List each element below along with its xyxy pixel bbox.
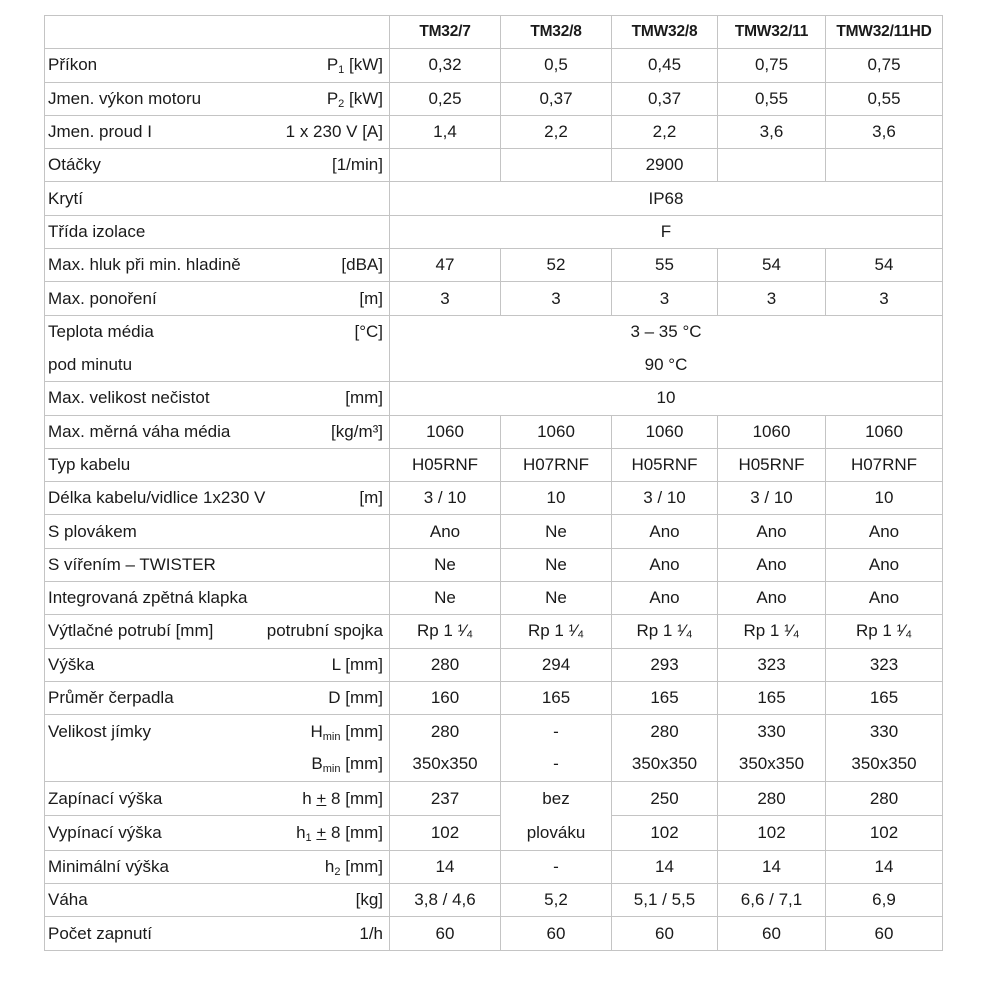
- value-cell: 60: [826, 917, 943, 950]
- value-cell: 293: [612, 648, 718, 681]
- parameter-unit: [354, 322, 383, 342]
- parameter-name: Max. ponoření: [48, 288, 157, 308]
- parameter-unit: [302, 789, 383, 809]
- unit-symbol: h: [296, 823, 306, 843]
- unit-text: [m]: [359, 288, 383, 308]
- spec-row-potrubi: [45, 615, 943, 648]
- model-header: TM32/8: [501, 16, 612, 49]
- row-label: [45, 615, 390, 648]
- value-cell: 350x350: [390, 748, 501, 781]
- parameter-name: Zapínací výška: [48, 788, 163, 808]
- unit-text: [mm]: [345, 388, 383, 408]
- parameter-unit: [359, 488, 383, 508]
- unit-text: L [mm]: [331, 654, 383, 674]
- spec-row-zapnuti: [45, 917, 943, 950]
- unit-rest: [kW]: [344, 88, 383, 108]
- value-cell: 3: [390, 282, 501, 315]
- parameter-name: Třída izolace: [48, 221, 146, 241]
- value-cell: -: [501, 748, 612, 781]
- row-label: [45, 215, 390, 248]
- value-cell: 10: [826, 482, 943, 515]
- unit-subscript: min: [322, 730, 341, 743]
- value-cell: 102: [718, 816, 826, 851]
- parameter-name: Typ kabelu: [48, 455, 131, 474]
- value-cell: 3,8 / 4,6: [390, 884, 501, 917]
- value-cell: 165: [826, 681, 943, 714]
- value-cell: 0,75: [718, 49, 826, 82]
- value-cell: Ano: [612, 582, 718, 615]
- spec-row-plovak: [45, 515, 943, 548]
- value-cell: 280: [390, 715, 501, 748]
- row-label: [45, 249, 390, 282]
- unit-text: D [mm]: [328, 688, 383, 708]
- parameter-name: Váha: [48, 890, 88, 910]
- value-cell: 165: [612, 681, 718, 714]
- value-cell: 3: [718, 282, 826, 315]
- row-label: [45, 448, 390, 481]
- row-label: [45, 515, 390, 548]
- parameter-unit: [267, 621, 383, 641]
- model-header: TMW32/8: [612, 16, 718, 49]
- value-cell: 6,9: [826, 884, 943, 917]
- value-cell: 3 / 10: [612, 482, 718, 515]
- value-cell: 54: [718, 249, 826, 282]
- value-cell: 55: [612, 249, 718, 282]
- row-label: [45, 115, 390, 148]
- spec-row-proud: [45, 115, 943, 148]
- value-cell: 280: [390, 648, 501, 681]
- unit-subscript: 2: [334, 865, 341, 878]
- value-cell: Rp 1 ¹⁄₄: [501, 615, 612, 648]
- plus-minus-sign: +: [316, 788, 327, 808]
- spec-row-klapka: [45, 582, 943, 615]
- unit-text: [1/min]: [331, 155, 383, 175]
- header-row: [45, 16, 943, 49]
- value-cell: Ano: [826, 515, 943, 548]
- unit-text: [kg]: [355, 890, 383, 910]
- value-cell: 280: [612, 715, 718, 748]
- spec-row-kabel: [45, 448, 943, 481]
- row-label: [45, 781, 390, 816]
- model-header: TM32/7: [390, 16, 501, 49]
- value-cell: Ne: [390, 582, 501, 615]
- row-label: [45, 348, 390, 381]
- value-cell: Ano: [718, 548, 826, 581]
- value-cell: 1060: [826, 415, 943, 448]
- parameter-unit: [331, 422, 383, 442]
- parameter-name: pod minutu: [48, 354, 133, 374]
- unit-symbol: h: [302, 788, 317, 808]
- parameter-name: Velikost jímky: [48, 721, 151, 741]
- spec-row-delka: [45, 482, 943, 515]
- row-label: [45, 415, 390, 448]
- value-cell: 0,55: [826, 82, 943, 115]
- value-cell: 350x350: [826, 748, 943, 781]
- parameter-unit: [327, 55, 383, 75]
- no-float-line-1: bez: [542, 788, 570, 808]
- unit-rest: [mm]: [340, 754, 383, 774]
- value-cell: 1060: [501, 415, 612, 448]
- value-cell: 0,32: [390, 49, 501, 82]
- parameter-unit: [332, 655, 383, 675]
- value-cell: 280: [718, 781, 826, 816]
- value-cell: 0,25: [390, 82, 501, 115]
- parameter-unit: [286, 122, 383, 142]
- parameter-name: Počet zapnutí: [48, 923, 152, 943]
- unit-text: potrubní spojka: [266, 621, 383, 641]
- unit-rest: 8 [mm]: [326, 823, 383, 843]
- row-label: [45, 816, 390, 851]
- value-cell: Rp 1 ¹⁄₄: [826, 615, 943, 648]
- parameter-name: Vypínací výška: [48, 823, 162, 843]
- value-cell: 54: [826, 249, 943, 282]
- value-cell: 1060: [390, 415, 501, 448]
- parameter-name: Krytí: [48, 188, 83, 208]
- value-cell: 5,2: [501, 884, 612, 917]
- spec-row-zapinaci: [45, 781, 943, 816]
- row-label: [45, 149, 390, 182]
- value-cell: 3: [501, 282, 612, 315]
- spec-row-kryti: [45, 182, 943, 215]
- value-cell: Ano: [826, 548, 943, 581]
- value-cell: 47: [390, 249, 501, 282]
- value-cell: Rp 1 ¹⁄₄: [718, 615, 826, 648]
- row-label: [45, 917, 390, 950]
- value-cell: 3 / 10: [390, 482, 501, 515]
- spec-row-prumer: [45, 681, 943, 714]
- parameter-name: Výška: [48, 654, 95, 674]
- unit-text: 1/h: [359, 923, 383, 943]
- spec-row-otacky: [45, 149, 943, 182]
- value-cell: Ano: [612, 515, 718, 548]
- parameter-name: Minimální výška: [48, 856, 169, 876]
- parameter-unit: [310, 722, 383, 742]
- value-cell: 250: [612, 781, 718, 816]
- row-label: [45, 681, 390, 714]
- no-float-cell: [501, 781, 612, 850]
- unit-rest: [mm]: [340, 856, 383, 876]
- parameter-unit: [359, 924, 383, 944]
- spec-row-prikon: [45, 49, 943, 82]
- value-cell: H05RNF: [390, 448, 501, 481]
- specification-table: [44, 15, 943, 951]
- value-cell: 60: [718, 917, 826, 950]
- header-corner: [45, 16, 390, 49]
- value-cell: 330: [718, 715, 826, 748]
- value-cell: H07RNF: [501, 448, 612, 481]
- spec-row-minimalni: [45, 850, 943, 883]
- value-cell: Ano: [390, 515, 501, 548]
- unit-rest: [mm]: [340, 721, 383, 741]
- parameter-unit: [296, 823, 383, 843]
- value-cell: 14: [826, 850, 943, 883]
- unit-symbol: H: [310, 721, 323, 741]
- unit-text: [°C]: [354, 322, 383, 342]
- row-label: [45, 382, 390, 415]
- empty-cell: [718, 149, 826, 182]
- unit-symbol: h: [324, 856, 335, 876]
- value-cell: 294: [501, 648, 612, 681]
- parameter-name: Délka kabelu/vidlice 1x230 V: [48, 488, 266, 508]
- value-cell: 350x350: [612, 748, 718, 781]
- value-cell: 0,5: [501, 49, 612, 82]
- spec-row-jimka: [45, 715, 943, 748]
- spec-row-izolace: [45, 215, 943, 248]
- parameter-unit: [332, 155, 383, 175]
- value-cell: 2900: [612, 149, 718, 182]
- parameter-name: Integrovaná zpětná klapka: [48, 588, 248, 608]
- row-label: [45, 748, 390, 781]
- row-label: [45, 482, 390, 515]
- row-label: [45, 82, 390, 115]
- empty-cell: [826, 149, 943, 182]
- parameter-name: S vířením – TWISTER: [48, 554, 216, 574]
- value-cell: Ano: [826, 582, 943, 615]
- value-cell: Ne: [501, 548, 612, 581]
- unit-text: [m]: [359, 488, 383, 508]
- value-cell: 102: [390, 816, 501, 851]
- unit-text: 1 x 230 V [A]: [285, 122, 383, 142]
- unit-symbol: P: [326, 88, 339, 108]
- parameter-name: Max. velikost nečistot: [48, 388, 210, 408]
- value-cell: 3,6: [718, 115, 826, 148]
- value-cell: Ano: [612, 548, 718, 581]
- parameter-name: Max. měrná váha média: [48, 421, 231, 441]
- value-cell: 330: [826, 715, 943, 748]
- parameter-name: Teplota média: [48, 322, 154, 342]
- parameter-unit: [359, 289, 383, 309]
- parameter-name: S plovákem: [48, 521, 137, 541]
- parameter-name: Příkon: [48, 55, 98, 75]
- unit-text: [kg/m³]: [331, 421, 383, 441]
- value-cell: 1,4: [390, 115, 501, 148]
- value-cell: 14: [612, 850, 718, 883]
- value-cell: 165: [501, 681, 612, 714]
- parameter-name: Jmen. výkon motoru: [48, 88, 202, 108]
- unit-subscript: min: [322, 763, 341, 776]
- unit-subscript: 2: [338, 97, 345, 110]
- plus-minus-sign: +: [316, 823, 327, 843]
- value-cell: 6,6 / 7,1: [718, 884, 826, 917]
- value-cell: 2,2: [501, 115, 612, 148]
- spec-row-necistota: [45, 382, 943, 415]
- row-label: [45, 715, 390, 748]
- value-cell: 3 / 10: [718, 482, 826, 515]
- value-cell: 90 °C: [390, 348, 943, 381]
- unit-subscript: 1: [338, 64, 345, 77]
- row-label: [45, 548, 390, 581]
- value-cell: Rp 1 ¹⁄₄: [612, 615, 718, 648]
- spec-row-vaha_media: [45, 415, 943, 448]
- parameter-unit: [341, 255, 383, 275]
- unit-subscript: 1: [305, 832, 312, 845]
- value-cell: 60: [612, 917, 718, 950]
- spec-row-vaha: [45, 884, 943, 917]
- value-cell: 350x350: [718, 748, 826, 781]
- spec-row-hluk: [45, 249, 943, 282]
- value-cell: 14: [718, 850, 826, 883]
- parameter-name: Otáčky: [48, 155, 101, 175]
- row-label: [45, 648, 390, 681]
- parameter-unit: [345, 388, 383, 408]
- value-cell: 1060: [718, 415, 826, 448]
- value-cell: 3 – 35 °C: [390, 315, 943, 348]
- value-cell: 323: [826, 648, 943, 681]
- row-label: [45, 850, 390, 883]
- spec-row-vyska: [45, 648, 943, 681]
- value-cell: 280: [826, 781, 943, 816]
- value-cell: H05RNF: [612, 448, 718, 481]
- value-cell: 160: [390, 681, 501, 714]
- spec-row-vykon: [45, 82, 943, 115]
- value-cell: 3: [612, 282, 718, 315]
- unit-rest: [kW]: [344, 55, 383, 75]
- parameter-name: Průměr čerpadla: [48, 688, 174, 708]
- no-float-line-2: plováku: [526, 822, 586, 842]
- parameter-name: Jmen. proud I: [48, 122, 152, 142]
- row-label: [45, 884, 390, 917]
- unit-rest: 8 [mm]: [326, 788, 383, 808]
- value-cell: 60: [390, 917, 501, 950]
- value-cell: 165: [718, 681, 826, 714]
- value-cell: 0,75: [826, 49, 943, 82]
- row-label: [45, 282, 390, 315]
- unit-text: [dBA]: [341, 255, 383, 275]
- spec-row-ponoreni: [45, 282, 943, 315]
- value-cell: 52: [501, 249, 612, 282]
- value-cell: 0,45: [612, 49, 718, 82]
- value-cell: 60: [501, 917, 612, 950]
- row-label: [45, 315, 390, 348]
- value-cell: Ne: [501, 582, 612, 615]
- value-cell: 10: [390, 382, 943, 415]
- value-cell: Ano: [718, 515, 826, 548]
- row-label: [45, 49, 390, 82]
- value-cell: Rp 1 ¹⁄₄: [390, 615, 501, 648]
- value-cell: 323: [718, 648, 826, 681]
- value-cell: 0,37: [612, 82, 718, 115]
- value-cell: 14: [390, 850, 501, 883]
- spec-row-vypinaci: [45, 816, 943, 851]
- value-cell: 0,55: [718, 82, 826, 115]
- spec-row-twister: [45, 548, 943, 581]
- value-cell: 237: [390, 781, 501, 816]
- row-label: [45, 182, 390, 215]
- value-cell: 0,37: [501, 82, 612, 115]
- unit-symbol: B: [311, 754, 323, 774]
- value-cell: F: [390, 215, 943, 248]
- value-cell: 3,6: [826, 115, 943, 148]
- value-cell: -: [501, 715, 612, 748]
- parameter-name: Výtlačné potrubí [mm]: [48, 621, 214, 641]
- value-cell: H07RNF: [826, 448, 943, 481]
- value-cell: 10: [501, 482, 612, 515]
- row-label: [45, 582, 390, 615]
- value-cell: 102: [826, 816, 943, 851]
- value-cell: Ano: [718, 582, 826, 615]
- unit-symbol: P: [326, 55, 339, 75]
- value-cell: -: [501, 850, 612, 883]
- value-cell: 2,2: [612, 115, 718, 148]
- spec-row-pod-minutu: [45, 348, 943, 381]
- parameter-unit: [356, 890, 383, 910]
- empty-cell: [501, 149, 612, 182]
- spec-row-jimka-b: [45, 748, 943, 781]
- empty-cell: [390, 149, 501, 182]
- parameter-name: Max. hluk při min. hladině: [48, 255, 241, 275]
- model-header: TMW32/11: [718, 16, 826, 49]
- value-cell: 5,1 / 5,5: [612, 884, 718, 917]
- value-cell: Ne: [501, 515, 612, 548]
- value-cell: Ne: [390, 548, 501, 581]
- spec-row-teplota: [45, 315, 943, 348]
- model-header: TMW32/11HD: [826, 16, 943, 49]
- parameter-unit: [325, 857, 383, 877]
- parameter-unit: [328, 688, 383, 708]
- value-cell: H05RNF: [718, 448, 826, 481]
- value-cell: 102: [612, 816, 718, 851]
- value-cell: 3: [826, 282, 943, 315]
- parameter-unit: [327, 89, 383, 109]
- value-cell: IP68: [390, 182, 943, 215]
- value-cell: 1060: [612, 415, 718, 448]
- parameter-unit: [311, 754, 383, 774]
